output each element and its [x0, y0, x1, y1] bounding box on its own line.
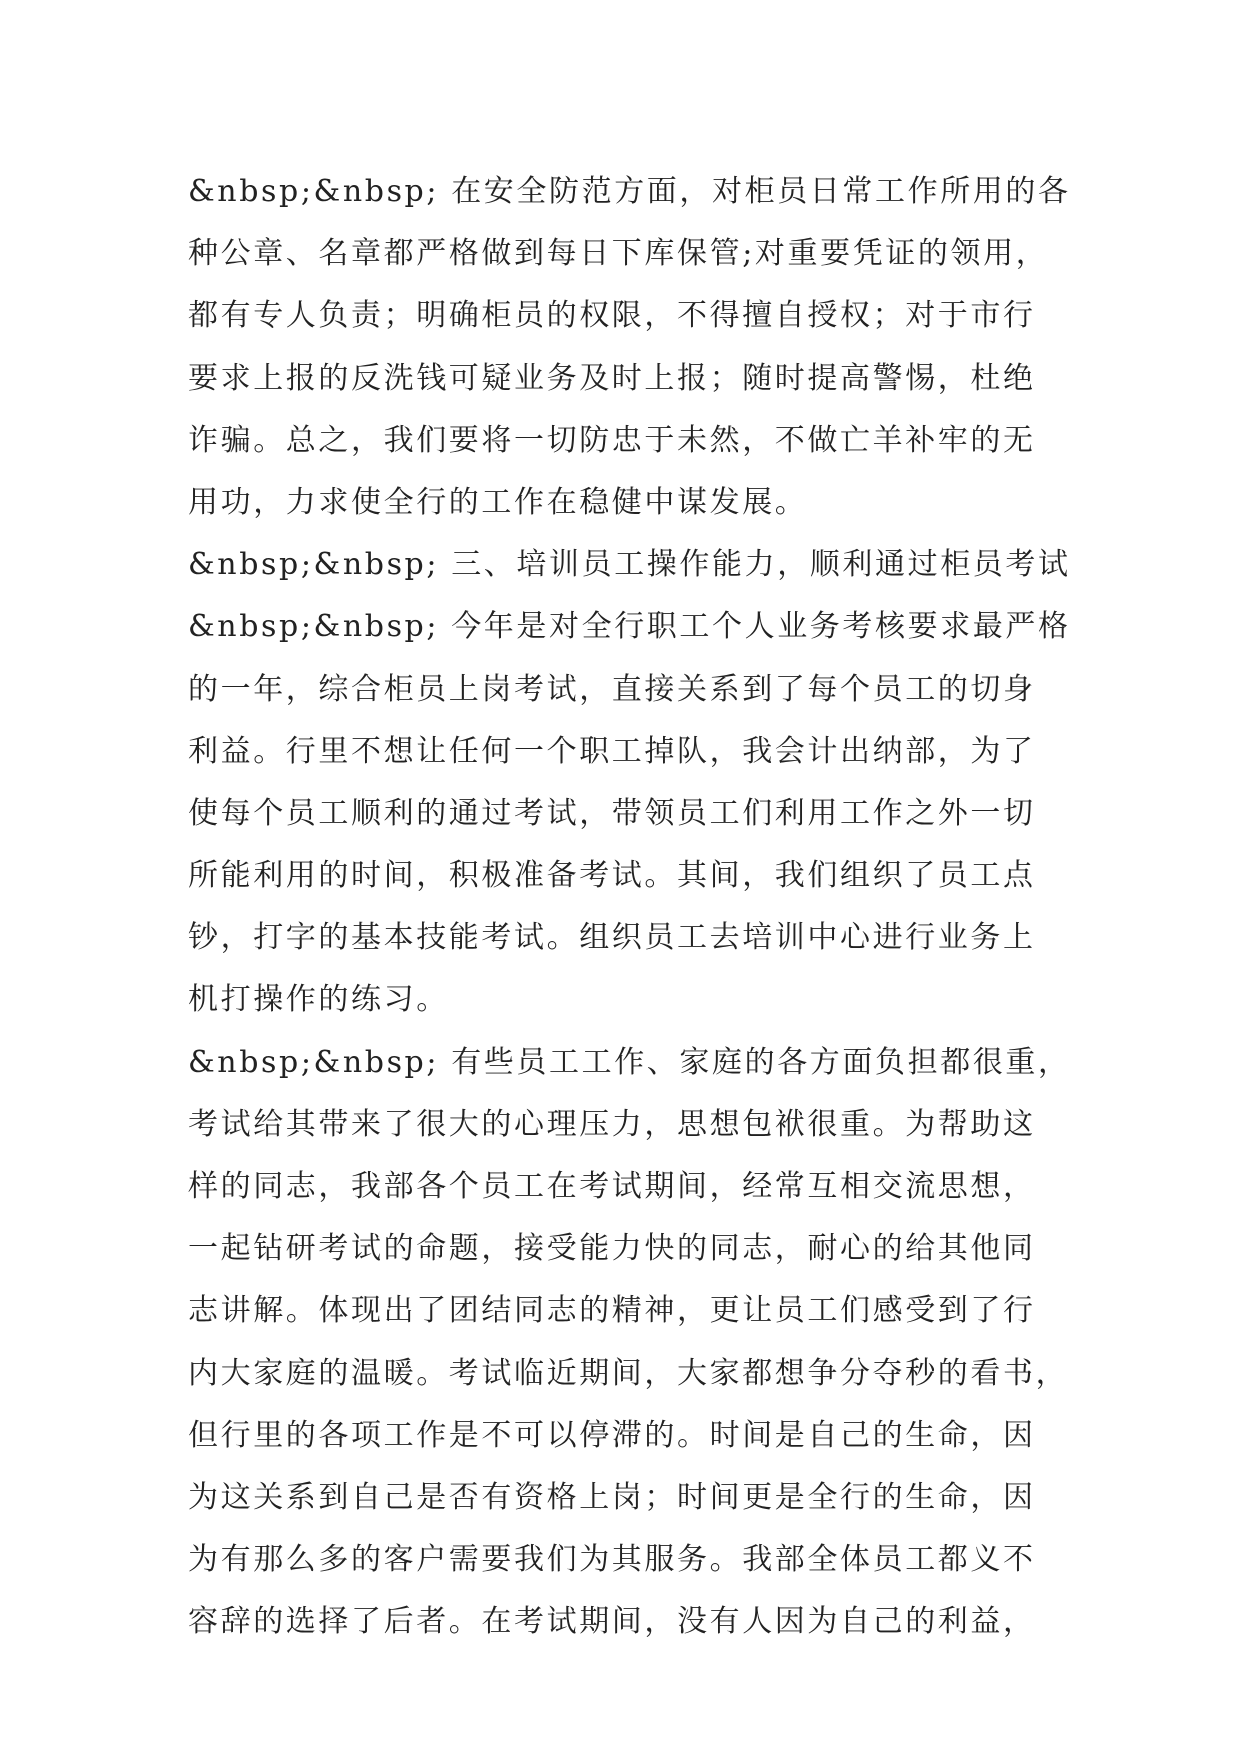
text-line: 考试给其带来了很大的心理压力，思想包袱很重。为帮助这 — [188, 1106, 1036, 1142]
text-line: &nbsp;&nbsp; 今年是对全行职工个人业务考核要求最严格 — [188, 609, 1071, 645]
text-line: 内大家庭的温暖。考试临近期间，大家都想争分夺秒的看书， — [188, 1355, 1069, 1391]
text-line: 使每个员工顺利的通过考试，带领员工们利用工作之外一切 — [188, 795, 1036, 831]
text-line: 利益。行里不想让任何一个职工掉队，我会计出纳部，为了 — [188, 733, 1036, 769]
text-line: 所能利用的时间，积极准备考试。其间，我们组织了员工点 — [188, 858, 1036, 894]
text-line: 机打操作的练习。 — [188, 982, 449, 1018]
text-line: &nbsp;&nbsp; 三、培训员工操作能力，顺利通过柜员考试 — [188, 547, 1071, 583]
text-line: &nbsp;&nbsp; 有些员工工作、家庭的各方面负担都很重， — [188, 1044, 1071, 1080]
text-line: 志讲解。体现出了团结同志的精神，更让员工们感受到了行 — [188, 1293, 1036, 1329]
text-line: 诈骗。总之，我们要将一切防忠于未然，不做亡羊补牢的无 — [188, 422, 1036, 458]
text-line: 为有那么多的客户需要我们为其服务。我部全体员工都义不 — [188, 1542, 1036, 1578]
text-line: 样的同志，我部各个员工在考试期间，经常互相交流思想， — [188, 1169, 1036, 1204]
text-line: 的一年，综合柜员上岗考试，直接关系到了每个员工的切身 — [188, 671, 1036, 707]
text-line: 要求上报的反洗钱可疑业务及时上报；随时提高警惕，杜绝 — [188, 360, 1036, 396]
text-line: 都有专人负责；明确柜员的权限，不得擅自授权；对于市行 — [188, 298, 1036, 334]
document-body — [188, 161, 1088, 1654]
text-line: 一起钻研考试的命题，接受能力快的同志，耐心的给其他同 — [188, 1231, 1036, 1267]
text-line: 为这关系到自己是否有资格上岗；时间更是全行的生命，因 — [188, 1479, 1036, 1515]
text-line: 用功，力求使全行的工作在稳健中谋发展。 — [188, 484, 808, 520]
text-line: 钞，打字的基本技能考试。组织员工去培训中心进行业务上 — [188, 920, 1036, 956]
text-line: 容辞的选择了后者。在考试期间，没有人因为自己的利益， — [188, 1604, 1036, 1640]
text-line: 种公章、名章都严格做到每日下库保管;对重要凭证的领用， — [188, 236, 1049, 272]
text-line: &nbsp;&nbsp; 在安全防范方面，对柜员日常工作所用的各 — [188, 174, 1071, 209]
text-line: 但行里的各项工作是不可以停滞的。时间是自己的生命，因 — [188, 1417, 1036, 1453]
